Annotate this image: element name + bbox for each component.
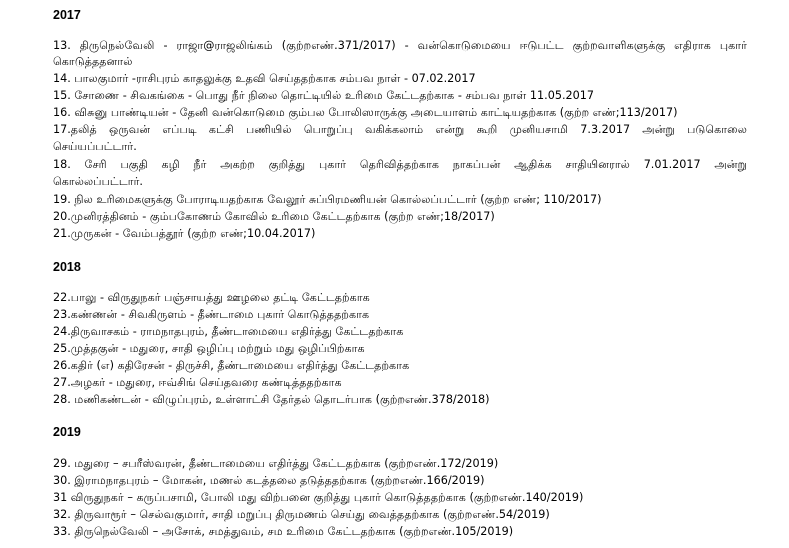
list-item: 23.கண்ணன் - சிவகிருளம் - தீண்டாமை புகார் கொடுத்ததற்காக — [53, 308, 370, 321]
list-item: 30. இராமநாதபுரம் – மோகன், மணல் கடத்தலை தடுத்ததற்காக (குற்றஎண்.166/2019) — [53, 474, 485, 487]
list-item: 13. திருநெல்வேலி - ராஜா@ராஜலிங்கம் (குற்றஎண்.371/2017) - வன்கொடுமையை ஈடுபட்ட குற்றவாளிகளுக்கு எதிராக புகார் — [53, 39, 747, 52]
list-item: செய்யப்பட்டார். — [53, 140, 137, 153]
list-item: 33. திருநெல்வேலி – அசோக், சமத்துவம், சம உரிமை கேட்டதற்காக (குற்றஎண்.105/2019) — [53, 525, 514, 538]
year-heading-2018: 2018 — [53, 260, 81, 274]
list-item: 26.கதிர் (எ) கதிரேசன் - திருச்சி, தீண்டாமையை எதிர்த்து கேட்டதற்காக — [53, 359, 410, 372]
list-item: 31 விருதுநகர் – கருப்பசாமி, போலி மது விற்பனை குறித்து புகார் கொடுத்ததற்காக (குற்றஎண்.140/2019) — [53, 491, 584, 504]
list-item: 32. திருவாரூர் – செல்வகுமார், சாதி மறுப்பு திருமணம் செய்து வைத்ததற்காக (குற்றஎண்.54/2019) — [53, 508, 550, 521]
list-item: 14. பாலகுமார் -ராசிபுரம் காதலுக்கு உதவி செய்ததற்காக சம்பவ நாள் - 07.02.2017 — [53, 72, 476, 85]
list-item: கொல்லப்பட்டார். — [53, 175, 143, 188]
list-item: 16. விசுனு பாண்டியன் - தேனி வன்கொடுமை கும்பல போலிஸாருக்கு அடையாளம் காட்டியதற்காக (குற்ற எண்;113/2017) — [53, 106, 678, 119]
list-item: 18. சேரி பகுதி கழி நீர் அகற்ற குறித்து புகார் தெரிவித்தற்காக நாகப்பன் ஆதிக்க சாதியினரால் 7.01.2017 அன்று — [53, 158, 747, 171]
list-item: 28. மணிகண்டன் - விழுப்புரம், உள்ளாட்சி தேர்தல் தொடர்பாக (குற்றஎண்.378/2018) — [53, 393, 490, 406]
list-item: 21.முருகன் - வேம்பத்தூர் (குற்ற எண்;10.04.2017) — [53, 227, 316, 240]
list-item: 17.தலித் ஒருவன் எப்படி கட்சி பணியில் பொறுப்பு வகிக்கலாம் என்று கூறி முனியசாமி 7.3.2017 அன்று படுகொலை — [53, 123, 747, 136]
year-heading-2019: 2019 — [53, 425, 81, 439]
list-item: 27.அழகர் - மதுரை, ஈவ்சிங் செய்தவரை கண்டித்ததற்காக — [53, 376, 342, 389]
list-item: 19. நில உரிமைகளுக்கு போராடியதற்காக வேலூர் சுப்பிரமணியன் கொல்லப்பட்டார் (குற்ற எண்; 110/2017) — [53, 193, 602, 206]
list-item: 15. சோணை - சிவகங்கை - பொது நீர் நிலை தொட்டியில் உரிமை கேட்டதற்காக - சம்பவ நாள் 11.05.2017 — [53, 89, 594, 102]
list-item: 25.முத்தகுன் - மதுரை, சாதி ஒழிப்பு மற்றும் மது ஒழிப்பிற்காக — [53, 342, 365, 355]
list-item: 24.திருவாசகம் - ராமநாதபுரம், தீண்டாமையை எதிர்த்து கேட்டதற்காக — [53, 325, 404, 338]
year-heading-2017: 2017 — [53, 8, 81, 22]
list-item: 20.முனிரத்தினம் - கும்பகோணம் கோவில் உரிமை கேட்டதற்காக (குற்ற எண்;18/2017) — [53, 210, 495, 223]
list-item: 22.பாலு - விருதுநகர் பஞ்சாயத்து ஊழலை தட்டி கேட்டதற்காக — [53, 291, 370, 304]
list-item: கொடுத்ததனால் — [53, 55, 133, 68]
list-item: 29. மதுரை – சபரீஸ்வரன், தீண்டாமையை எதிர்த்து கேட்டதற்காக (குற்றஎண்.172/2019) — [53, 457, 499, 470]
